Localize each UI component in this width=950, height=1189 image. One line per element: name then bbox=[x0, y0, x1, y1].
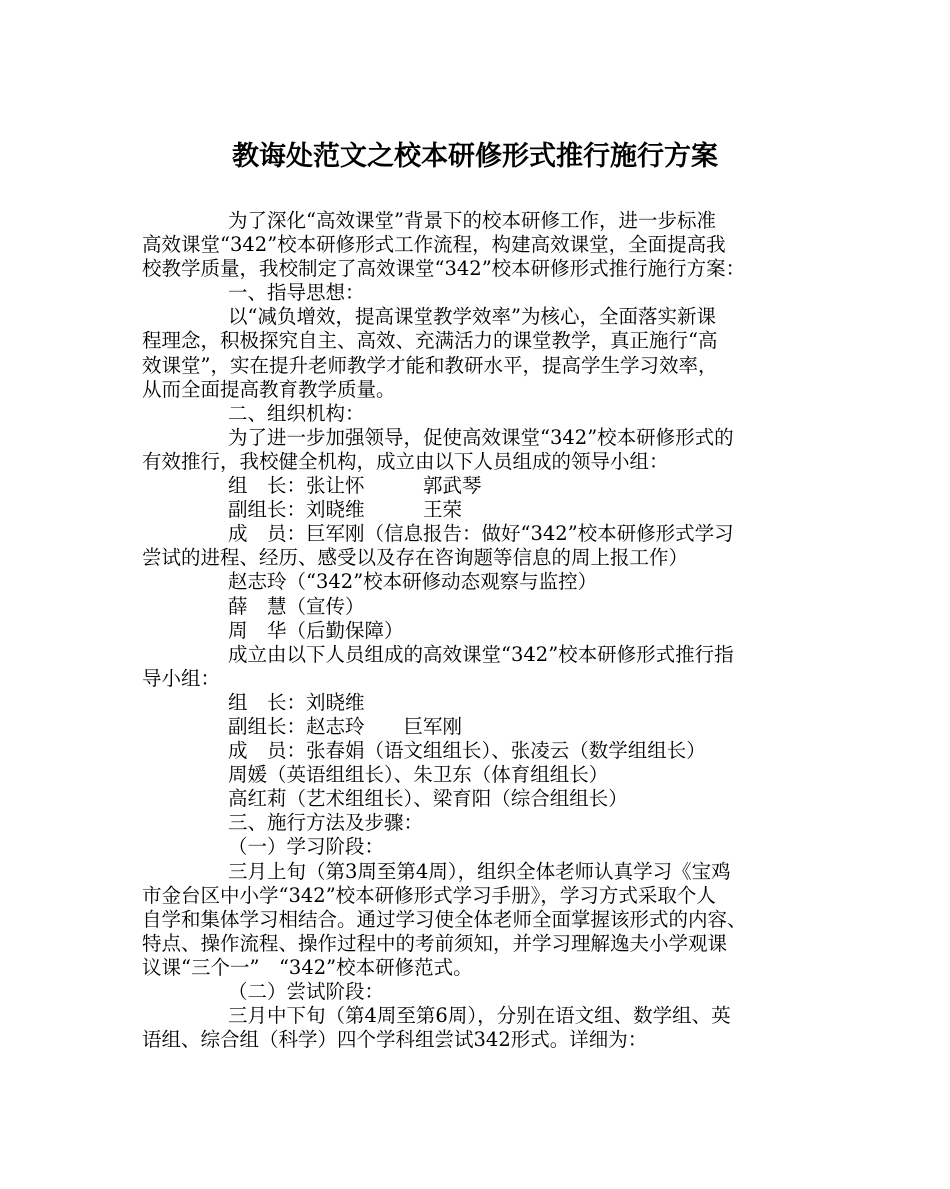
text-line: 尝试的进程、经历、感受以及存在咨询题等信息的周上报工作） bbox=[142, 546, 689, 570]
document-body bbox=[142, 209, 812, 1052]
text-line: 为了进一步加强领导，促使高效课堂“342”校本研修形式的 bbox=[228, 425, 734, 449]
text-line: 副组长：刘晓维 王荣 bbox=[228, 498, 463, 522]
text-line: 副组长：赵志玲 巨军刚 bbox=[228, 714, 463, 738]
text-line: 自学和集体学习相结合。通过学习使全体老师全面掌握该形式的内容、 bbox=[142, 907, 747, 931]
text-line: 二、组织机构： bbox=[228, 401, 365, 425]
text-line: 议课“三个一” “342”校本研修范式。 bbox=[142, 955, 473, 979]
text-line: 成 员：张春娟（语文组组长）、张凌云（数学组组长） bbox=[228, 739, 706, 763]
text-line: （一）学习阶段： bbox=[228, 835, 385, 859]
text-line: 三月上旬（第3周至第4周），组织全体老师认真学习《宝鸡 bbox=[228, 859, 731, 883]
text-line: 语组、综合组（科学）四个学科组尝试342形式。详细为： bbox=[142, 1028, 648, 1052]
text-line: 成立由以下人员组成的高效课堂“342”校本研修形式推行指 bbox=[228, 642, 734, 666]
text-line: 周媛（英语组组长）、朱卫东（体育组组长） bbox=[228, 763, 609, 787]
text-line: 以“减负增效，提高课堂教学效率”为核心，全面落实新课 bbox=[228, 305, 716, 329]
text-line: 效课堂”，实在提升老师教学才能和教研水平，提高学生学习效率， bbox=[142, 353, 718, 377]
text-line: 导小组： bbox=[142, 666, 221, 690]
text-line: 程理念，积极探究自主、高效、充满活力的课堂教学，真正施行“高 bbox=[142, 329, 718, 353]
text-line: 三、施行方法及步骤： bbox=[228, 811, 424, 835]
text-line: 赵志玲（“342”校本研修动态观察与监控） bbox=[228, 570, 598, 594]
text-line: 组 长：刘晓维 bbox=[228, 690, 365, 714]
text-line: 成 员：巨军刚（信息报告：做好“342”校本研修形式学习 bbox=[228, 522, 734, 546]
text-line: 从而全面提高教育教学质量。 bbox=[142, 377, 396, 401]
text-line: 市金台区中小学“342”校本研修形式学习手册》，学习方式采取个人 bbox=[142, 883, 716, 907]
text-line: 高红莉（艺术组组长）、梁育阳（综合组组长） bbox=[228, 787, 628, 811]
text-line: 高效课堂“342”校本研修形式工作流程，构建高效课堂，全面提高我 bbox=[142, 233, 726, 257]
text-line: 为了深化“高效课堂”背景下的校本研修工作，进一步标准 bbox=[228, 209, 716, 232]
page-title: 教诲处范文之校本研修形式推行施行方案 bbox=[232, 141, 718, 172]
text-line: 有效推行，我校健全机构，成立由以下人员组成的领导小组： bbox=[142, 449, 669, 473]
text-line: 一、指导思想： bbox=[228, 281, 365, 305]
text-line: 组 长：张让怀 郭武琴 bbox=[228, 474, 482, 498]
text-line: 薛 慧（宣传） bbox=[228, 594, 365, 618]
text-line: 三月中下旬（第4周至第6周），分别在语文组、数学组、英 bbox=[228, 1004, 731, 1028]
text-line: 特点、操作流程、操作过程中的考前须知，并学习理解逸夫小学观课 bbox=[142, 931, 728, 955]
text-line: 周 华（后勤保障） bbox=[228, 618, 404, 642]
text-line: 校教学质量，我校制定了高效课堂“342”校本研修形式推行施行方案： bbox=[142, 257, 746, 281]
text-line: （二）尝试阶段： bbox=[228, 980, 385, 1003]
